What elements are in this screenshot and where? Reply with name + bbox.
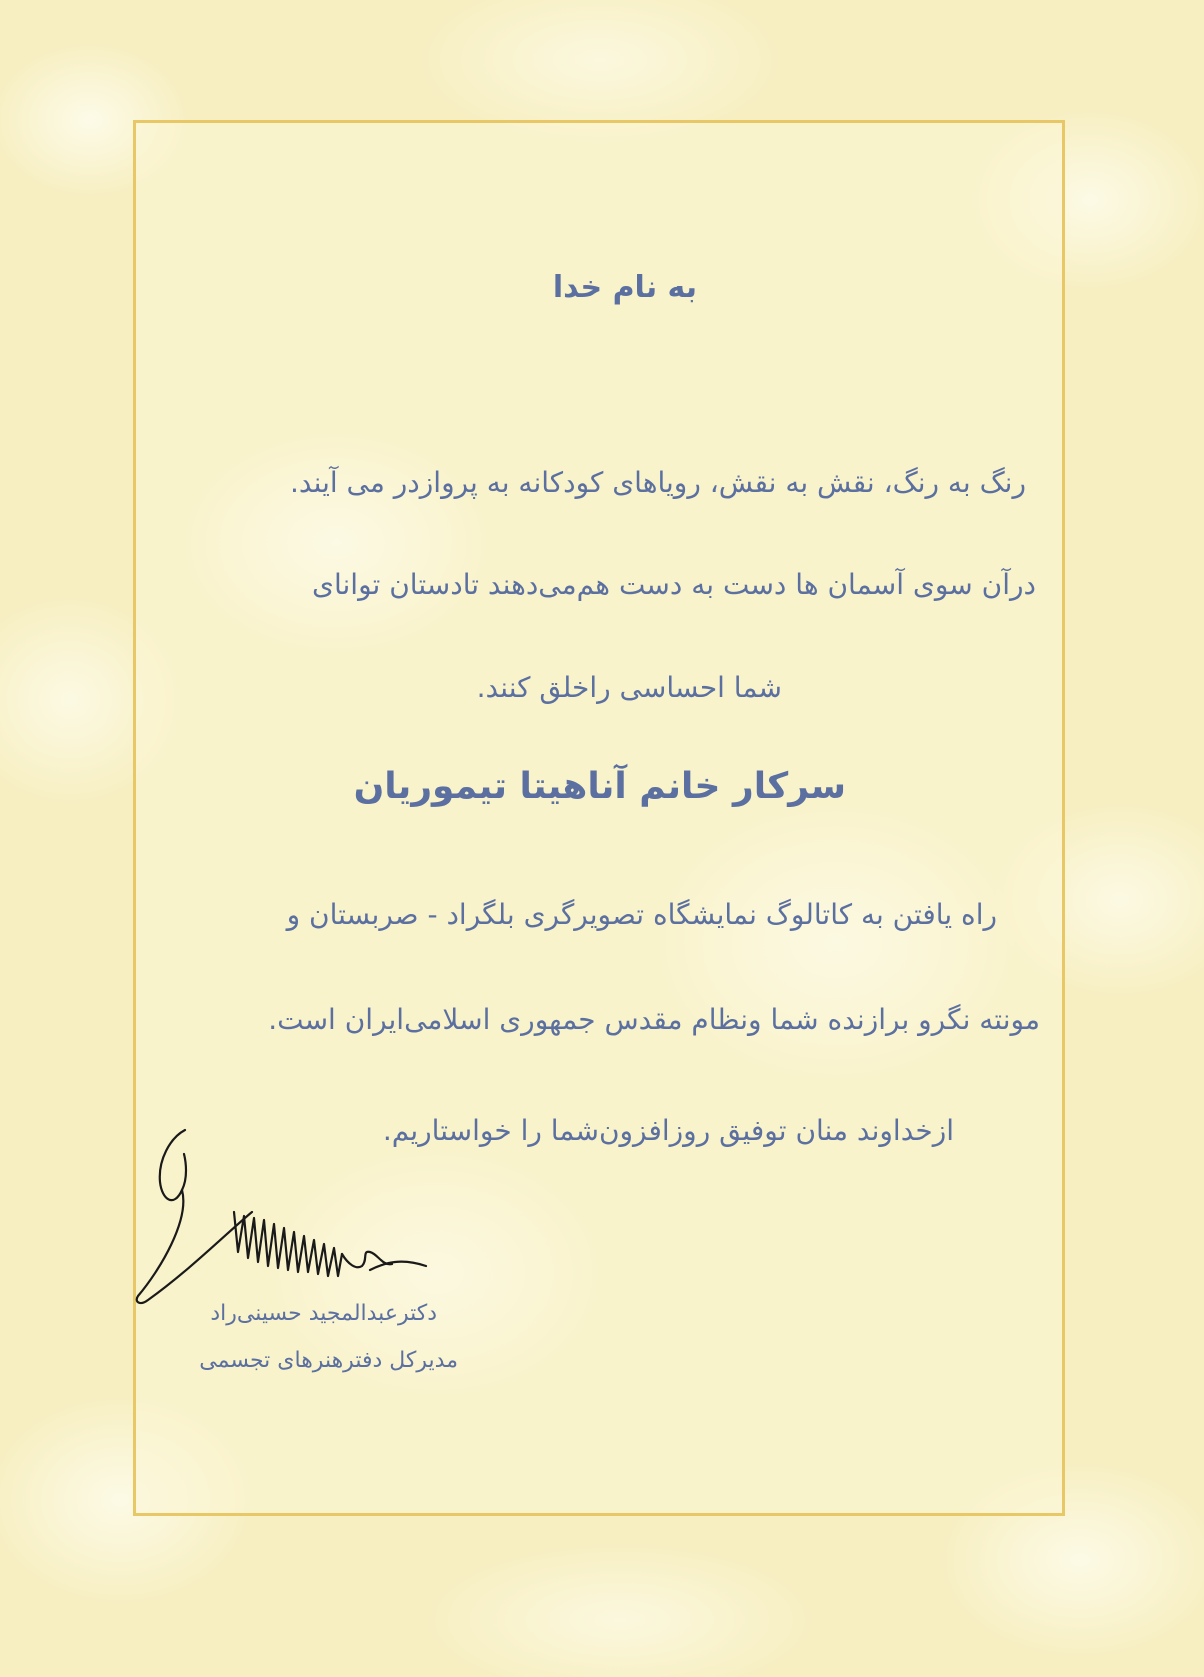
recipient-name: سرکار خانم آناهیتا تیموریان	[353, 766, 846, 807]
signatory-title: مدیرکل دفترهنرهای تجسمی	[199, 1348, 458, 1373]
signatory-name: دکترعبدالمجید حسینی‌راد	[210, 1301, 437, 1326]
signature	[130, 1120, 430, 1310]
paragraph-line-2: درآن سوی آسمان ها دست به دست هم‌می‌دهند تادستان توانای	[312, 568, 1036, 601]
paragraph-line-3: شما احساسی راخلق کنند.	[476, 671, 782, 704]
paragraph-line-5: مونته نگرو برازنده شما ونظام مقدس جمهوری اسلامی‌ایران است.	[268, 1003, 1040, 1036]
paragraph-line-6: ازخداوند منان توفیق روزافزون‌شما را خواستاریم.	[382, 1114, 954, 1147]
letter-heading: به نام خدا	[552, 270, 697, 305]
paragraph-line-4: راه یافتن به کاتالوگ نمایشگاه تصویرگری بلگراد - صربستان و	[286, 898, 997, 931]
paragraph-line-1: رنگ به رنگ، نقش به نقش، رویاهای کودکانه به پروازدر می آیند.	[290, 466, 1026, 499]
